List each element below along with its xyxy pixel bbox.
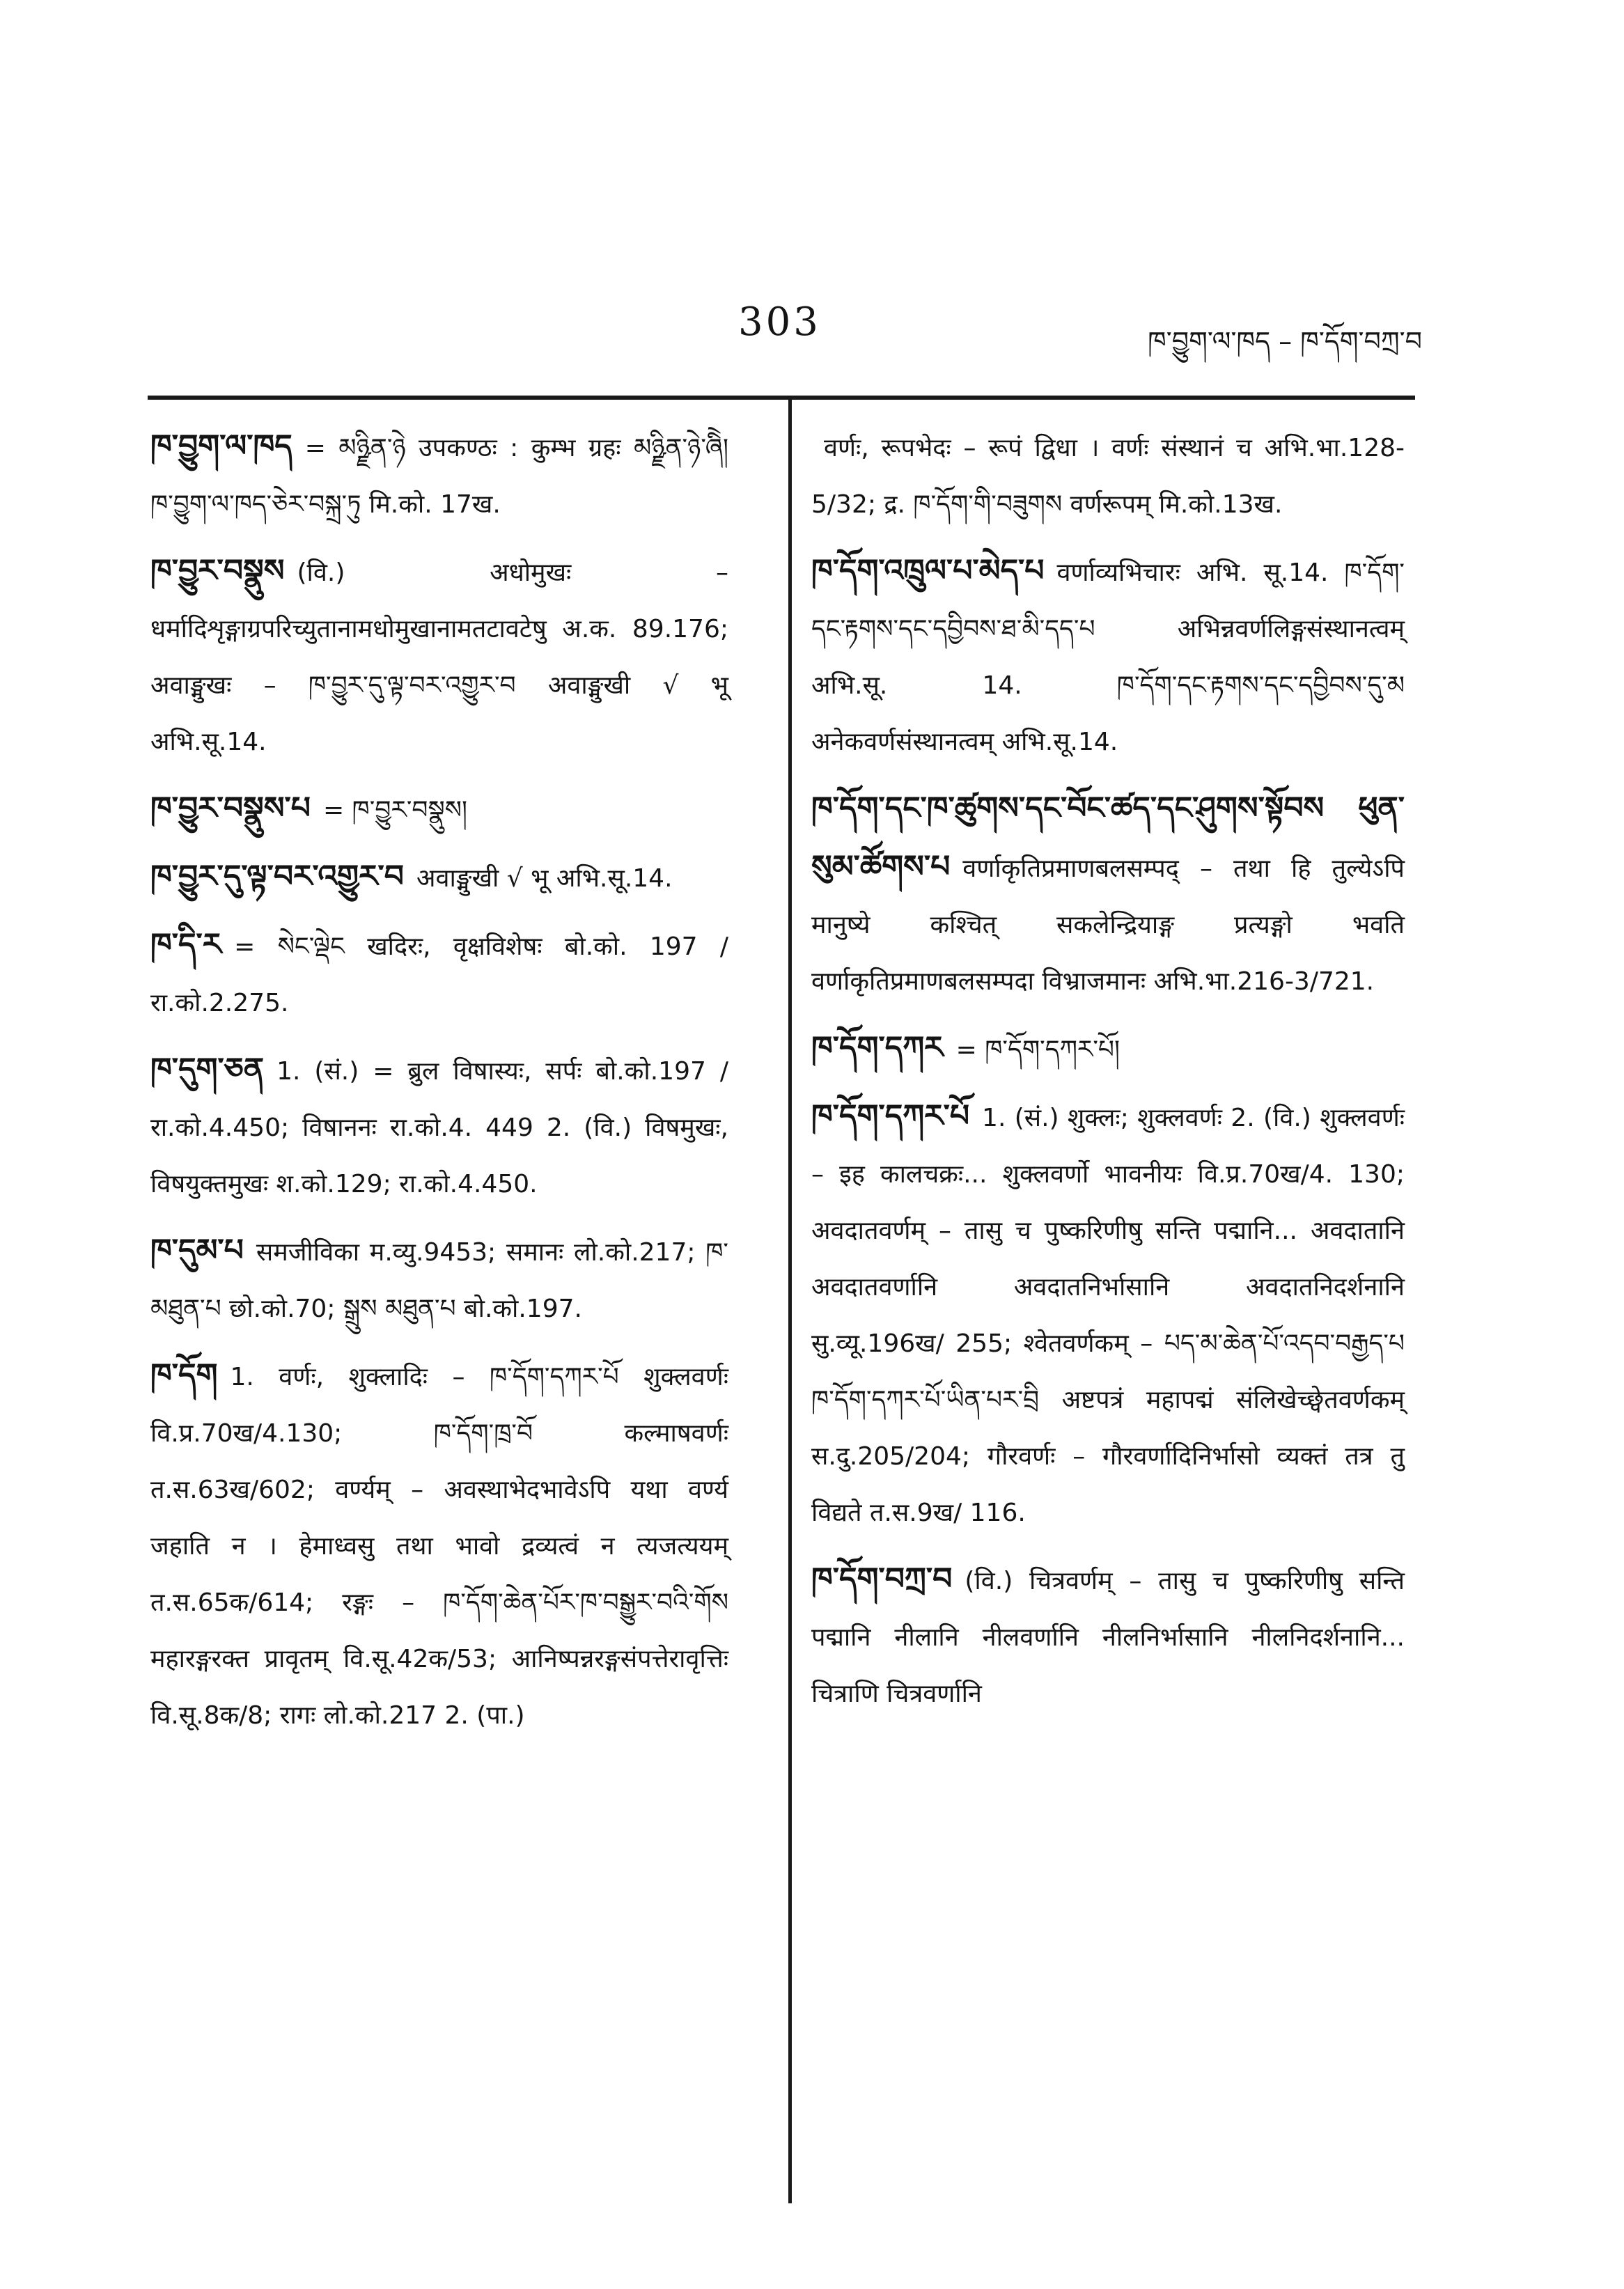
entry-headword: ཁ་དོག་དང་ཁ་ཚུགས་དང་བོང་ཚད་དང་ཤུགས་སྟོབས ཕུན་སུམ་ཚོགས་པ (811, 790, 1405, 884)
entry-headword: ཁ་བྱུར་བསྣུས (150, 553, 285, 588)
dictionary-entry (811, 1019, 1405, 1078)
entry-headword: ཁ་དོག་དཀར (811, 1030, 944, 1065)
dictionary-entry (150, 1347, 728, 1744)
dictionary-entry (811, 418, 1405, 533)
dictionary-entry (150, 848, 728, 907)
header-rule (148, 396, 1415, 400)
running-head: ཁ་བྱུག་ལ་ཁད – ཁ་དོག་བཀྲ་བ (1148, 326, 1422, 357)
entry-headword: ཁ་དོག (150, 1357, 218, 1393)
entry-headword: ཁ་བྱུག་ལ་ཁད (150, 428, 292, 464)
entry-text: वर्णाकृतिप्रमाणबलसम्पद् – तथा हि तुल्येऽपि मानुष्ये कश्चित् सकलेन्द्रियाङ्ग प्रत्यङ्गो भवति वर्णाकृतिप्रमाणबलसम्पदा विभ्राजमानः अभि.भा.216-3/721. (811, 854, 1405, 996)
entry-text: समजीविका म.व्यु.9453; समानः लो.को.217; ཁ་མཐུན་པ छो.को.70; སྒྲུས མཐུན་པ बो.को.197. (150, 1238, 728, 1323)
dictionary-entry (150, 1222, 728, 1337)
entry-text: (वि.) चित्रवर्णम् – तासु च पुष्करिणीषु सन्ति पद्मानि नीलानि नीलवर्णानि नीलनिर्भासानि नीलनिदर्शनानि... चित्राणि चित्रवर्णानि (811, 1567, 1405, 1708)
entry-text: वर्णः, रूपभेदः – रूपं द्विधा । वर्णः संस्थानं च अभि.भा.128-5/32; द्र. ཁ་དོག་གི་བཟུགས वर्णरूपम् मि.को.13ख. (811, 434, 1405, 519)
dictionary-entry (811, 542, 1405, 770)
dictionary-entry (811, 1088, 1405, 1541)
entry-text: (वि.) अधोमुखः – धर्मादिशृङ्गाग्रपरिच्युतानामधोमुखानामतटावटेषु अ.क. 89.176; अवाङ्मुखः – ཁ་བྱུར་དུ་ལྟ་བར་འགྱུར་བ अवाङ्मुखी √ भू अभि.सू.14. (150, 558, 728, 756)
dictionary-entry (811, 1551, 1405, 1722)
entry-headword: ཁ་དུག་ཅན (150, 1052, 265, 1087)
dictionary-entry (150, 1041, 728, 1212)
entry-text: अवाङ्मुखी √ भू अभि.सू.14. (416, 864, 673, 893)
entry-headword: ཁ་དོག་དཀར་པོ (811, 1098, 970, 1134)
entry-text: 1. (सं.) शुक्लः; शुक्लवर्णः 2. (वि.) शुक्लवर्णः – इह कालचक्रः... शुक्लवर्णो भावनीयः वि.प्र.70ख/4. 130; अवदातवर्णम् – तासु च पुष्करिणीषु सन्ति पद्मानि... अवदातानि अवदातवर्णानि अवदातनिर्भासानि अवदातनिदर्शनानि सु.व्यू.196ख/ 255; श्वेतवर्णकम् – པད་མ་ཆེན་པོ་འདབ་བརྒྱད་པ ཁ་དོག་དཀར་པོ་ཡིན་པར་བྲི अष्टपत्रं महापद्मं संलिखेच्छ्वेतवर्णकम् स.दु.205/204; गौरवर्णः – गौरवर्णादिनिर्भासो व्यक्तं तत्र तु विद्यते त.स.9ख/ 116. (811, 1104, 1405, 1527)
entry-text: = ཁ་བྱུར་བསྣུས། (322, 796, 468, 825)
entry-text: = མཉྫིན་ཉེ उपकण्ठः : कुम्भ ग्रहः མཉྫིན་ཉེ་ཞིེ། ཁ་བྱུག་ལ་ཁད་ཅེར་བསྐྲ་ཏུ मि.को. 17ख. (150, 434, 728, 519)
entry-headword: ཁ་བྱུར་དུ་ལྟ་བར་འགྱུར་བ (150, 859, 404, 894)
entry-headword: ཁ་དོག་འཁྲུལ་པ་མེད་པ (811, 553, 1045, 588)
entry-text: 1. वर्णः, शुक्लादिः – ཁ་དོག་དཀར་པོ शुक्लवर्णः वि.प्र.70ख/4.130; ཁ་དོག་ཁྲ་བོ कल्माषवर्णः त.स.63ख/602; वर्ण्यम् – अवस्थाभेदभावेऽपि यथा वर्ण्य जहाति न । हेमाध्वसु तथा भावो द्रव्यत्वं न त्यजत्ययम् त.स.65क/614; रङ्गः – ཁ་དོག་ཆེན་པོར་ཁ་བསྒྱུར་བའི་གོས महारङ्गरक्त प्रावृतम् वि.सू.42क/53; आनिष्पन्नरङ्गसंपत्तेरावृत्तिः वि.सू.8क/8; रागः लो.को.217 2. (पा.) (150, 1363, 728, 1730)
entry-headword: ཁ་དུམ་པ (150, 1233, 244, 1268)
entry-text: = སེང་ལྡེང खदिरः, वृक्षविशेषः बो.को. 197 / रा.को.2.275. (150, 932, 728, 1017)
entry-headword: ཁ་དི་ར (150, 927, 222, 962)
right-column (811, 418, 1405, 1732)
dictionary-entry (150, 916, 728, 1031)
entry-text: वर्णाव्यभिचारः अभि. सू.14. ཁ་དོག་དང་རྟགས་དང་དབྱིབས་ཐ་མི་དད་པ अभिन्नवर्णलिङ्गसंस्थानत्वम् अभि.सू. 14. ཁ་དོག་དང་རྟགས་དང་དབྱིབས་དུ་མ अनेकवर्णसंस्थानत्वम् अभि.सू.14. (811, 558, 1405, 756)
page-number: 303 (738, 299, 821, 345)
entry-text: 1. (सं.) = ब्रुल विषास्यः, सर्पः बो.को.197 / रा.को.4.450; विषाननः रा.को.4. 449 2. (वि.) विषमुखः, विषयुक्तमुखः श.को.129; रा.को.4.450. (150, 1057, 728, 1198)
dictionary-entry (150, 418, 728, 533)
left-column (150, 418, 728, 1753)
dictionary-entry (811, 780, 1405, 1010)
entry-headword: ཁ་བྱུར་བསྣུས་པ (150, 790, 311, 826)
dictionary-entry (150, 542, 728, 770)
entry-text: = ཁ་དོག་དཀར་པོ། (955, 1036, 1120, 1064)
entry-headword: ཁ་དོག་བཀྲ་བ (811, 1561, 953, 1597)
column-divider (788, 400, 792, 2203)
dictionary-entry (150, 780, 728, 838)
